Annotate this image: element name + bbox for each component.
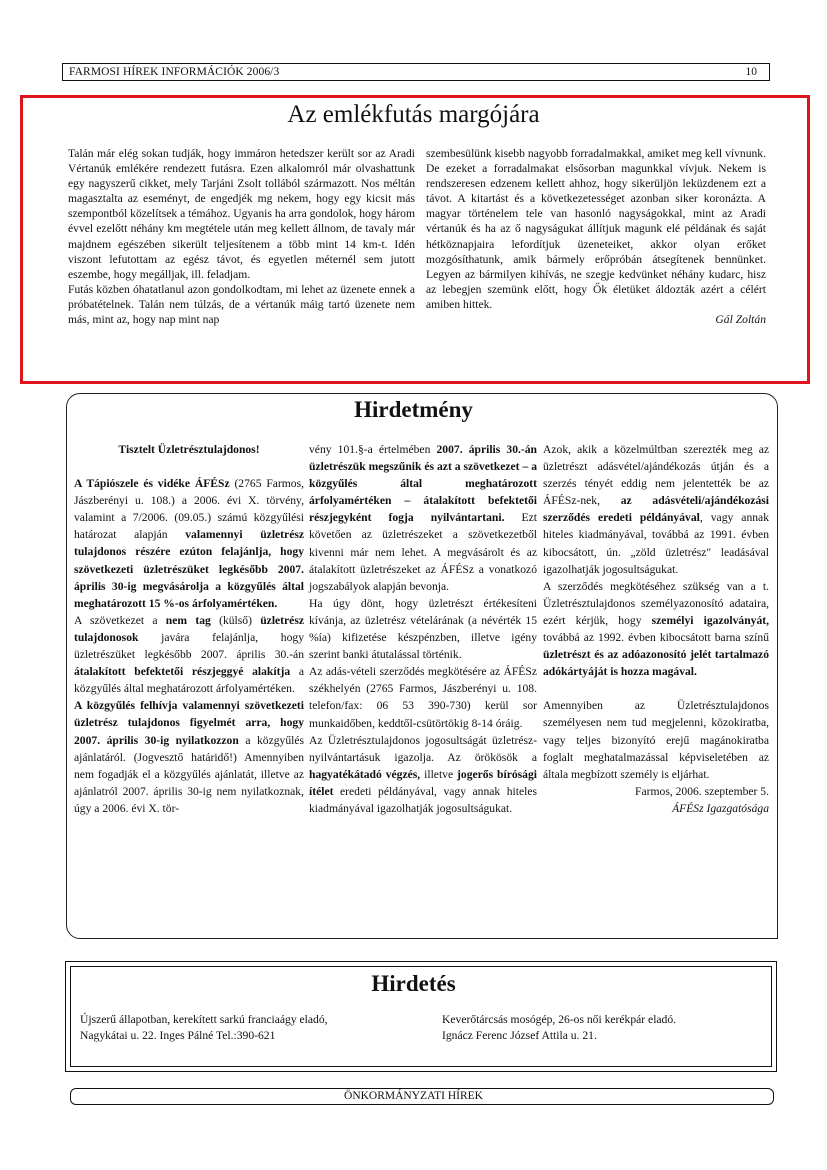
notice-bold-text: az adásvételi/ajándékozási szerződés eredeti példányával [543, 494, 769, 525]
ad-left-line: Nagykátai u. 22. Inges Pálné Tel.:390-621 [80, 1029, 276, 1042]
notice-text: A szerződés megkötéséhez szükség van a t. Üzletrésztulajdonos személyazonosító adataira, ezért kérjük, hogy [543, 579, 769, 627]
notice-column-2 [309, 441, 537, 817]
notice-text: Azok, akik a közelmúltban szerezték meg az üzletrészt adásvétel/ajándékozás útján és a szerzés tényét eddig nem jelentették be az ÁFÉSz-nek, [543, 443, 769, 508]
notice-text: a közgyűlés által meghatározott árfolyamértéken. [74, 665, 304, 696]
notice-title: Hirdetmény [354, 397, 473, 422]
article-paragraph: Futás közben óhatatlanul azon gondolkodtam, mi lehet az üzenete ennek a próbatételnek. Talán nem túlzás, de a vértanúk máig tartó üzenete nem más, mint az, hogy nap mint nap [68, 282, 415, 327]
notice-text: továbbá az 1992. évben kibocsátott barna színű [543, 631, 769, 645]
notice-paragraph [309, 441, 537, 595]
article-column-2 [426, 146, 766, 327]
notice-bold-text: valamennyi üzletrész tulajdonos részére ezúton felajánlja, hogy szövetkezeti üzletrészüket legkésőbb 2007. április 30-ig megvásárolja a közgyűlés által meghatározott 15 %-os árfolyamértéken. [74, 528, 304, 610]
notice-paragraph: Az adás-vételi szerződés megkötésére az ÁFÉSz székhelyén (2765 Farmos, Jászberényi u. 108. telefon/fax: 06 53 390-730) kerül sor munkaidőben, keddtől-csütörtökig 8-14 óráig. [309, 665, 537, 730]
ad-title: Hirdetés [371, 971, 456, 996]
notice-paragraph [74, 697, 304, 817]
article-column-1 [68, 146, 415, 327]
notice-bold-text: jogerős bírósági ítélet [309, 767, 537, 798]
publication-title: FARMOSI HÍREK INFORMÁCIÓK 2006/3 [69, 66, 280, 78]
notice-paragraph: Ha úgy dönt, hogy üzletrészt értékesíteni kívánja, az üzletrész vételárának (a névérték 15 %ía) kifizetése készpénzben, illetve igény szerint banki átutalással történik. [309, 596, 537, 662]
notice-paragraph: Amennyiben az Üzletrésztulajdonos személyesen nem tud megjelenni, közokiratba, vagy teljes bizonyító erejű magánokiratba foglalt meghatalmazással képviseletében az általa megbízott személy is eljárhat. [543, 699, 769, 781]
notice-bold-text: üzletrész tulajdonosok [74, 613, 304, 644]
notice-text: javára felajánlja, hogy üzletrészüket legkésőbb 2007. április 30.-án [74, 630, 304, 662]
notice-text: a közgyűlés ajánlatáról. (Jogvesztő határidő!) Amennyiben nem fogadják el a közgyűlés ajánlatát, illetve az ajánlatról 2007. április 30-ig nem nyilatkoznak, úgy a 2006. évi X. tör- [74, 733, 305, 815]
notice-text: Ezt követően az üzletrészeket a szövetkezetből kivenni már nem lehet. A megvásárolt és az átalakított üzletrészeket az ÁFÉSz a vonatkozó jogszabályok alapján bevonja. [309, 511, 537, 593]
notice-greeting: Tisztelt Üzletrésztulajdonos! [118, 443, 260, 456]
notice-text: (2765 Farmos, Jászberényi u. 108.) a 2006. évi X. törvény, valamint a 7/2006. (09.05.) számú közgyűlési határozat alapján [74, 477, 304, 542]
notice-text: A szövetkezet a [74, 613, 166, 627]
article-paragraph: szembesülünk kisebb nagyobb forradalmakkal, amiket meg kell vívnunk. De ezeket a forradalmakat elsősorban magunkkal vívjuk. Nekem is rendszeresen edzenem kellett ahhoz, hogy sikerüljön leküzdenem ezt a távot. A kitartást és a következetességet azonban siker koronázta. A magyar történelem tele van hasonló nagyságokkal, mint az Aradi vértanúk és ha az ő nagyságukat állítjuk magunk elé példának és saját hétköznapjaira lefordítjuk üzeneteiket, akkor olyan erőket mozgósíthatunk, amik bármely erőpróbán átsegítenek bennünket. Legyen az bármilyen kihívás, ne szegje kedvünket néhány kudarc, hisz az lebegjen szemünk előtt, hogy Ők életüket áldozták azért a célért amiben hittek. [426, 147, 766, 311]
notice-bold-text: hagyatékátadó végzés, [309, 767, 421, 781]
notice-paragraph [543, 578, 769, 681]
article-paragraph: Talán már elég sokan tudják, hogy immáron hetedszer került sor az Aradi Vértanúk emlékére rendezett futásra. Ezen alkalomról már olvashattunk egy nagyszerű cikket, mely Tarjáni Zsolt tollából származott. Nos méltán magasztalta az eseményt, de engedjék mg nekem, hogy egy kicsit más szempontból közelítsek a témához. Ugyanis ha arra gondolok, hogy három évvel ezelőtt néhány km megtétele után meg kellett állnom, de tavaly már majdnem egészében sikerült teljesítenem a több mint 14 km-t. Idén viszont lefutottam az egész távot, és egyetlen méternél sem jutott eszembe, hogy megálljak, ill. feladjam. [68, 147, 415, 281]
notice-text: (külső) [210, 613, 261, 627]
notice-bold-text: átalakított befektetői részjeggyé alakítja [74, 665, 291, 679]
notice-bold-text: A közgyűlés felhívja valamennyi szövetkezeti üzletrész tulajdonos figyelmét arra, hogy 2007. április 30-ig nyilatkozzon [74, 699, 304, 747]
notice-bold-text: nem tag [165, 613, 211, 627]
notice-signature: ÁFÉSz Igazgatósága [672, 801, 769, 815]
page-number: 10 [745, 66, 757, 78]
notice-bold-text: A Tápiószele és vidéke ÁFÉSz [74, 477, 230, 491]
notice-bold-text: személyi igazolványát, [651, 613, 769, 627]
notice-column-1 [74, 441, 304, 817]
article-signature: Gál Zoltán [715, 313, 766, 327]
notice-text: illetve [420, 767, 458, 781]
ad-right [442, 1012, 762, 1044]
notice-paragraph [309, 732, 537, 817]
notice-column-3 [543, 441, 769, 817]
notice-text: eredeti példányával, vagy annak hiteles kiadmányával igazolhatják jogosultságukat. [309, 784, 537, 815]
page-header [62, 63, 770, 81]
ad-right-line: Keverőtárcsás mosógép, 26-os női kerékpár eladó. [442, 1013, 677, 1026]
article-title: Az emlékfutás margójára [287, 101, 540, 128]
notice-paragraph [543, 441, 769, 578]
ad-right-line: Ignácz Ferenc József Attila u. 21. [442, 1029, 597, 1042]
section-footer-title: ÖNKORMÁNYZATI HÍREK [344, 1090, 483, 1102]
notice-text: , vagy annak hiteles kiadmányával, továbbá az 1991. évben kibocsátott, ún. „zöld üzletrész" leadásával igazolhatják jogosultságukat. [543, 511, 769, 576]
ad-left [80, 1012, 420, 1044]
notice-bold-text: 2007. április 30.-án üzletrészük megszűnik és azt a szövetkezet – a közgyűlés által meghatározott árfolyamértéken – átalakított befektetői részjegyként fogja nyilvántartani. [309, 443, 537, 525]
notice-bold-text: üzletrészt és az adóazonosító jelét tartalmazó adókártyáját is hozza magával. [543, 648, 769, 679]
ad-left-line: Újszerű állapotban, kerekített sarkú franciaágy eladó, [80, 1013, 328, 1026]
notice-date: Farmos, 2006. szeptember 5. [635, 784, 769, 798]
notice-text: Az Üzletrésztulajdonos jogosultságát üzletrész-nyilvántartásuk igazolja. Az örökösök a [309, 733, 537, 764]
notice-paragraph [74, 475, 304, 612]
notice-text: vény 101.§-a értelmében [309, 443, 437, 456]
notice-paragraph [74, 612, 304, 697]
